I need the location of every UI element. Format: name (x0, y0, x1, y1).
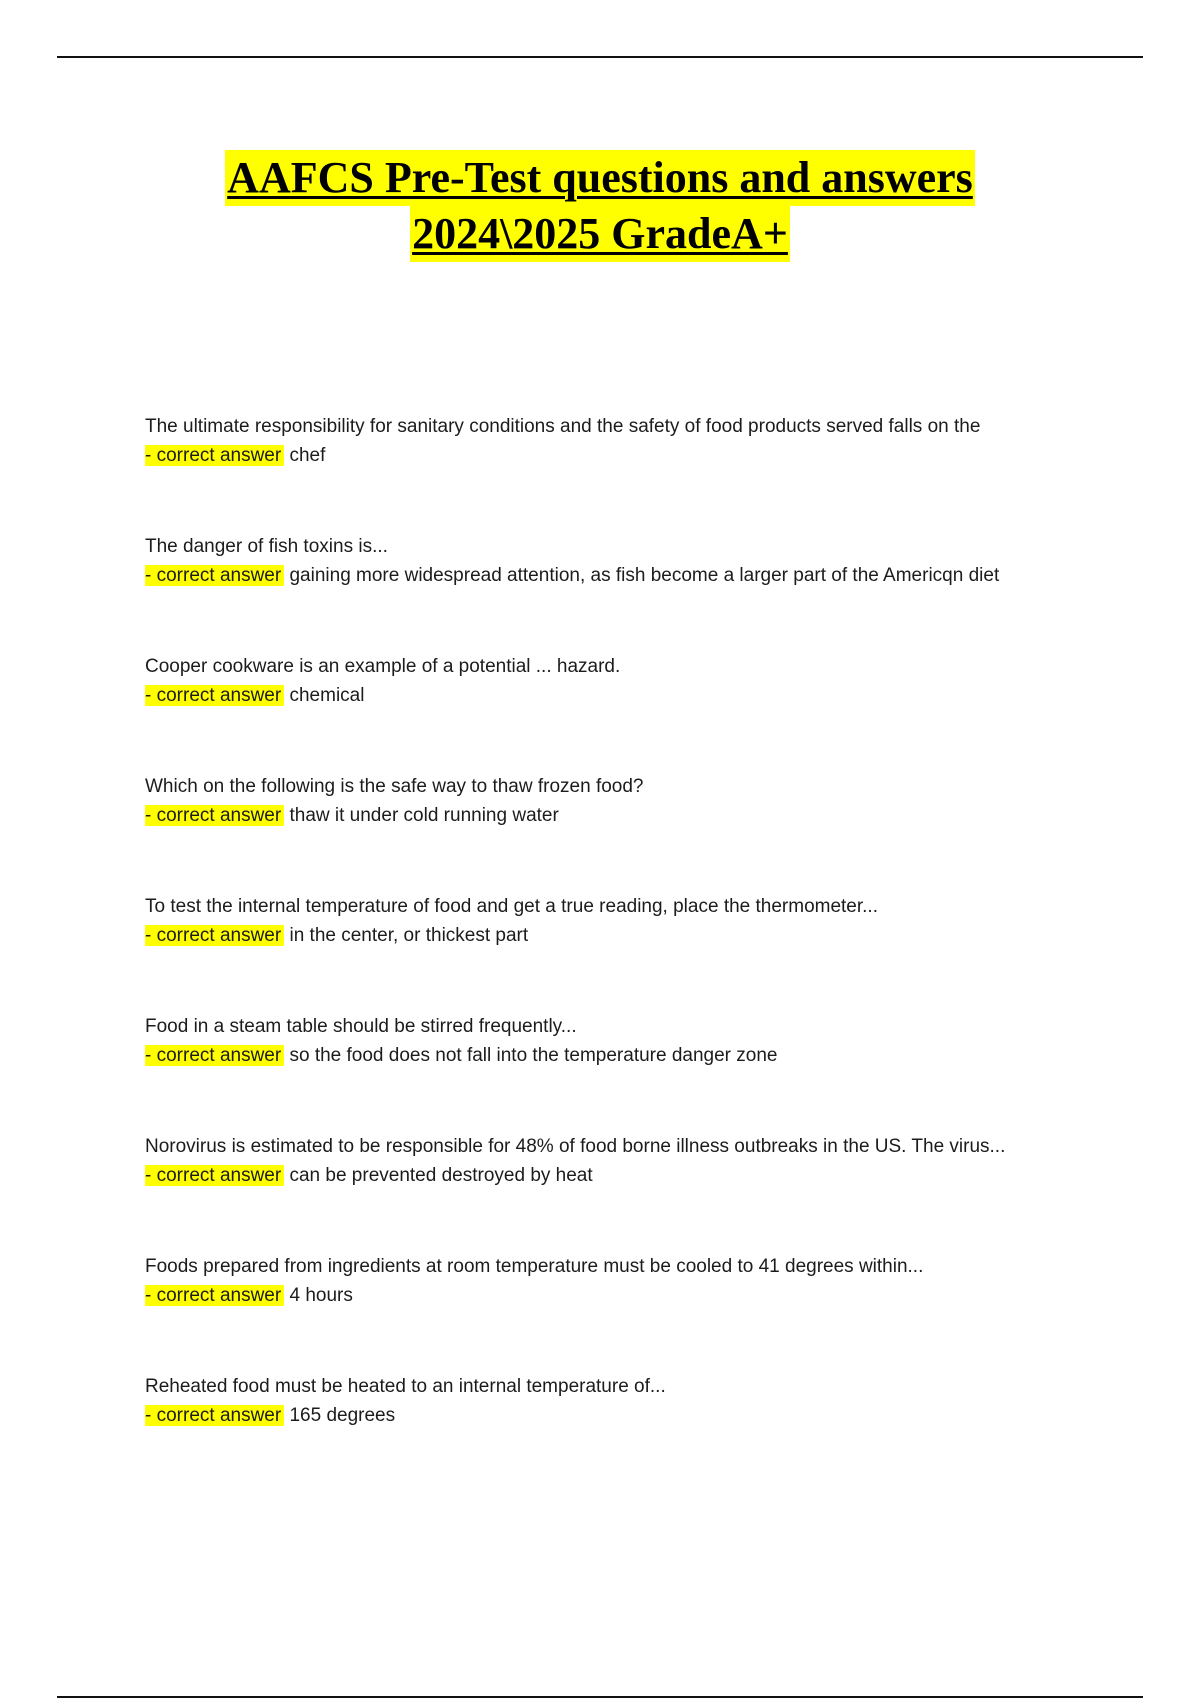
correct-answer-tag: - correct answer (145, 1405, 284, 1426)
correct-answer-tag: - correct answer (145, 1285, 284, 1306)
correct-answer-tag: - correct answer (145, 685, 284, 706)
answer-line (145, 921, 1145, 950)
qa-item (145, 892, 1145, 1012)
title-line-2: 2024\2025 GradeA+ (410, 206, 790, 262)
document-title (0, 150, 1200, 262)
qa-item (145, 532, 1145, 652)
question-text: Norovirus is estimated to be responsible for 48% of food borne illness outbreaks in the US. The virus... (145, 1136, 1006, 1157)
question-text: To test the internal temperature of food and get a true reading, place the thermometer... (145, 896, 878, 917)
answer-line (145, 1161, 1145, 1190)
answer-line (145, 1041, 1145, 1070)
top-divider (57, 56, 1143, 58)
correct-answer-tag: - correct answer (145, 805, 284, 826)
title-line-1: AAFCS Pre-Test questions and answers (225, 150, 975, 206)
qa-item (145, 1252, 1145, 1372)
question-text: Foods prepared from ingredients at room temperature must be cooled to 41 degrees within... (145, 1256, 924, 1277)
answer-line (145, 801, 1145, 830)
answer-line (145, 441, 1145, 470)
qa-item (145, 1012, 1145, 1132)
question-text: Cooper cookware is an example of a potential ... hazard. (145, 656, 621, 677)
correct-answer-tag: - correct answer (145, 1165, 284, 1186)
answer-text: in the center, or thickest part (289, 925, 529, 946)
answer-line (145, 681, 1145, 710)
question-text: Which on the following is the safe way to thaw frozen food? (145, 776, 644, 797)
bottom-divider (57, 1696, 1143, 1698)
answer-text: chemical (289, 685, 365, 706)
qa-item (145, 652, 1145, 772)
qa-item (145, 772, 1145, 892)
qa-item (145, 1372, 1145, 1492)
answer-text: can be prevented destroyed by heat (289, 1165, 593, 1186)
qa-item (145, 1132, 1145, 1252)
answer-text: so the food does not fall into the temperature danger zone (289, 1045, 778, 1066)
answer-text: thaw it under cold running water (289, 805, 559, 826)
correct-answer-tag: - correct answer (145, 565, 284, 586)
question-text: The danger of fish toxins is... (145, 536, 388, 557)
answer-text: chef (289, 445, 326, 466)
answer-text: 4 hours (289, 1285, 353, 1306)
correct-answer-tag: - correct answer (145, 925, 284, 946)
qa-list (145, 412, 1145, 1492)
question-text: Food in a steam table should be stirred frequently... (145, 1016, 577, 1037)
answer-line (145, 1281, 1145, 1310)
qa-item (145, 412, 1145, 532)
answer-text: gaining more widespread attention, as fish become a larger part of the Americqn diet (289, 565, 1000, 586)
answer-line (145, 1401, 1145, 1430)
correct-answer-tag: - correct answer (145, 445, 284, 466)
question-text: The ultimate responsibility for sanitary conditions and the safety of food products served falls on the (145, 416, 981, 437)
question-text: Reheated food must be heated to an internal temperature of... (145, 1376, 666, 1397)
answer-line (145, 561, 1145, 590)
answer-text: 165 degrees (289, 1405, 396, 1426)
correct-answer-tag: - correct answer (145, 1045, 284, 1066)
